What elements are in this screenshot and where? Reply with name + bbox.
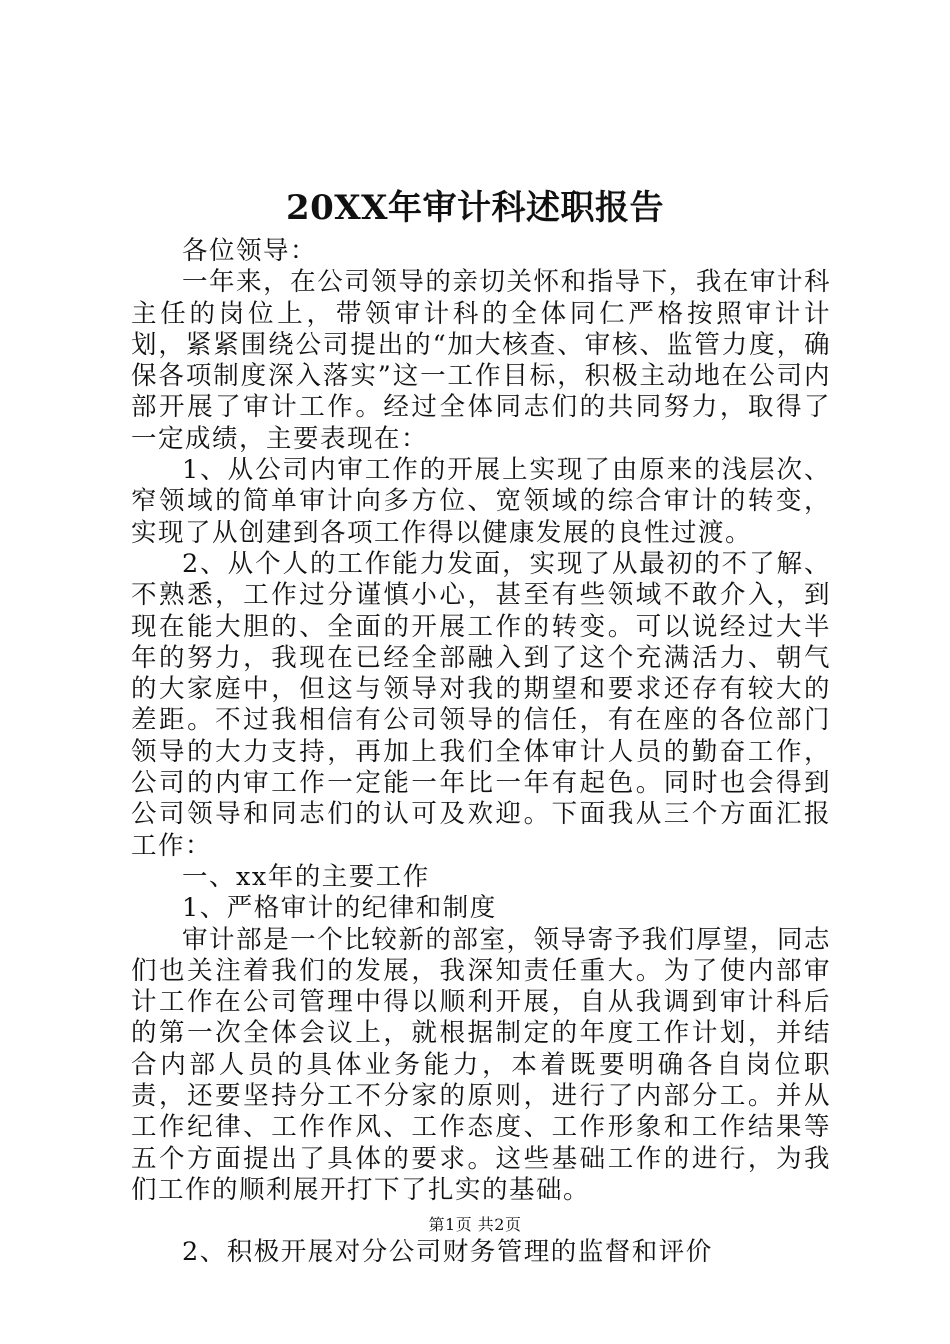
- paragraph-point-2: 2、从个人的工作能力发面，实现了从最初的不了解、不熟悉，工作过分谨慎小心，甚至有些领域不敢介入，到现在能大胆的、全面的开展工作的转变。可以说经过大半年的努力，我现在已经全部融入到了这个充满活力、朝气的大家庭中，但这与领导对我的期望和要求还存有较大的差距。不过我相信有公司领导的信任，有在座的各位部门领导的大力支持，再加上我们全体审计人员的勤奋工作，公司的内审工作一定能一年比一年有起色。同时也会得到公司领导和同志们的认可及欢迎。下面我从三个方面汇报工作：: [131, 548, 831, 861]
- subsection-heading-2: 2、积极开展对分公司财务管理的监督和评价: [182, 1237, 713, 1268]
- paragraph-discipline: 审计部是一个比较新的部室，领导寄予我们厚望，同志们也关注着我们的发展，我深知责任重大。为了使内部审计工作在公司管理中得以顺利开展，自从我调到审计科后的第一次全体会议上，就根据制定的年度工作计划，并结合内部人员的具体业务能力，本着既要明确各自岗位职责，还要坚持分工不分家的原则，进行了内部分工。并从工作纪律、工作作风、工作态度、工作形象和工作结果等五个方面提出了具体的要求。这些基础工作的进行，为我们工作的顺利展开打下了扎实的基础。: [131, 924, 831, 1205]
- subsection-heading-1: 1、严格审计的纪律和制度: [182, 893, 497, 924]
- paragraph-intro: 一年来，在公司领导的亲切关怀和指导下，我在审计科主任的岗位上，带领审计科的全体同仁严格按照审计计划，紧紧围绕公司提出的“加大核查、审核、监管力度，确保各项制度深入落实”这一工作目标，积极主动地在公司内部开展了审计工作。经过全体同志们的共同努力，取得了一定成绩，主要表现在：: [131, 267, 831, 454]
- document-body: [131, 236, 831, 1269]
- document-title: 20XX年审计科述职报告: [285, 188, 665, 228]
- section-heading: 一、xx年的主要工作: [182, 861, 430, 892]
- paragraph-point-1: 1、从公司内审工作的开展上实现了由原来的浅层次、窄领域的简单审计向多方位、宽领域的综合审计的转变，实现了从创建到各项工作得以健康发展的良性过渡。: [131, 455, 831, 548]
- page-footer: 第1页 共2页: [428, 1215, 522, 1234]
- salutation: 各位领导：: [182, 236, 318, 266]
